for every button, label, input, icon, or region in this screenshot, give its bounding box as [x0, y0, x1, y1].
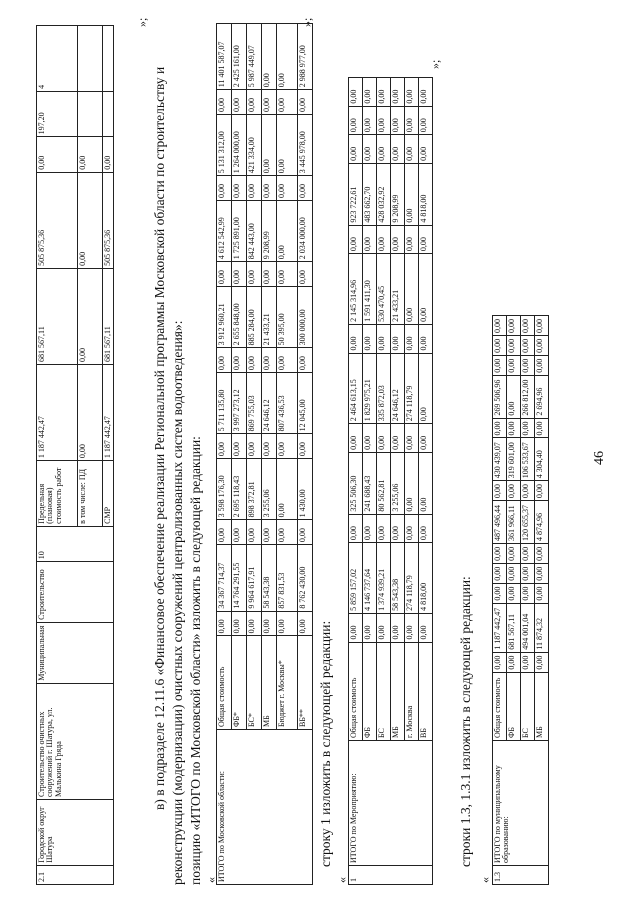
table-row: [493, 316, 507, 885]
table-cell: 0,00: [535, 336, 549, 356]
table-cell: 0,00: [298, 434, 313, 459]
table-cell: 0,00: [405, 324, 419, 353]
table-cell: ФБ: [363, 642, 377, 740]
table-cell: 0,00: [521, 563, 535, 583]
table-cell: 428 032,92: [377, 163, 391, 225]
table-cell: 120 655,37: [521, 501, 535, 544]
table-cell: 3 997 273,12: [232, 373, 247, 434]
table-cell: Общая стоимость: [217, 636, 232, 730]
cell-in-that: в том числе: ПД: [78, 461, 103, 527]
table-cell: 0,00: [232, 176, 247, 201]
table-cell: 0,00: [419, 135, 433, 164]
table-cell: 0,00: [232, 520, 247, 545]
table-cell: 5 711 135,80: [217, 373, 232, 434]
cell-smr: СМР: [103, 461, 114, 527]
table-cell: 0,00: [507, 375, 521, 418]
row-label: ИТОГО по Московской области:: [217, 730, 313, 885]
table-cell: 0,00: [277, 262, 298, 287]
quote-open-2: «: [335, 877, 349, 883]
quote-close-1: »;: [135, 17, 149, 27]
table-cell: 266 812,00: [521, 375, 535, 418]
table-cell: 0,00: [363, 225, 377, 254]
table-cell: 0,00: [277, 459, 298, 520]
table-cell: 1 264 000,00: [232, 115, 247, 176]
table-cell: 0,00: [377, 424, 391, 453]
table-cell: 3 255,06: [391, 452, 405, 514]
table-cell: 0,00: [521, 418, 535, 438]
cell-smr-4: 0,00: [103, 137, 114, 172]
table-cell: 0,00: [405, 613, 419, 642]
table-cell: Общая стоимость: [349, 642, 363, 740]
cell-v1: 1 187 442,47: [37, 364, 78, 460]
table-cell: 0,00: [419, 225, 433, 254]
table-cell: 0,00: [377, 324, 391, 353]
table-cell: 483 662,70: [363, 163, 377, 225]
table-cell: 430 439,07: [493, 438, 507, 481]
table-cell: 24 646,12: [262, 373, 277, 434]
table-cell: 0,00: [262, 24, 277, 90]
table-cell: 58 543,38: [391, 543, 405, 614]
table-cell: 0,00: [419, 324, 433, 353]
table-cell: 0,00: [232, 434, 247, 459]
table-cell: 8 762 430,00: [298, 545, 313, 611]
row-label: ИТОГО по Мероприятию:: [349, 741, 433, 866]
table-cell: 0,00: [277, 201, 298, 262]
table-cell: 0,00: [535, 652, 549, 672]
table-cell: 0,00: [349, 324, 363, 353]
table-cell: МБ: [391, 642, 405, 740]
table-cell: 2 694,96: [535, 375, 549, 418]
table-cell: 9 964 617,91: [247, 545, 262, 611]
quote-open-3: «: [478, 877, 492, 883]
table-cell: ВБ**: [298, 636, 313, 730]
cell-pd-3: 0,00: [78, 172, 103, 268]
table-cell: 4 818,00: [419, 543, 433, 614]
table-cell: 0,00: [493, 652, 507, 672]
table-cell: 0,00: [262, 520, 277, 545]
table-cell: 0,00: [349, 613, 363, 642]
table-cell: 0,00: [298, 611, 313, 636]
cell-cost-label: Предельная (плановая) стоимость работ: [37, 461, 78, 527]
table-cell: 3 912 960,21: [217, 287, 232, 348]
table-cell: 494 001,04: [521, 603, 535, 652]
table-cell: 1 430,00: [298, 459, 313, 520]
cell-v3: 505 875,36: [37, 172, 78, 268]
table-cell: 0,00: [298, 262, 313, 287]
cell-pd-4: 0,00: [78, 137, 103, 172]
table-cell: 0,00: [419, 353, 433, 424]
cell-v2: 681 567,11: [37, 268, 78, 364]
table-cell: 0,00: [247, 434, 262, 459]
table-cell: 1 591 411,30: [363, 254, 377, 325]
cell-client: Муниципальная: [37, 622, 114, 683]
table-cell: 857 831,53: [277, 545, 298, 611]
table-cell: 0,00: [507, 418, 521, 438]
table-cell: 0,00: [493, 336, 507, 356]
table-cell: 0,00: [247, 90, 262, 115]
table-cell: 12 045,00: [298, 373, 313, 434]
table-cell: 269 506,96: [493, 375, 507, 418]
cell-v6: 4: [37, 26, 78, 92]
page-number: 46: [592, 451, 607, 465]
table-cell: 0,00: [493, 355, 507, 375]
table-cell: 0,00: [262, 176, 277, 201]
table-cell: 0,00: [247, 611, 262, 636]
table-cell: 3 445 978,00: [298, 115, 313, 176]
table-cell: 0,00: [419, 514, 433, 543]
table-cell: 0,00: [419, 424, 433, 453]
table-cell: ВБ: [419, 642, 433, 740]
row-label: ИТОГО по муниципальному образованию:: [493, 741, 549, 866]
table-cell: 0,00: [277, 520, 298, 545]
table-cell: 0,00: [363, 424, 377, 453]
table-cell: 4 874,96: [535, 501, 549, 544]
table-cell: 0,00: [419, 452, 433, 514]
table-cell: 0,00: [377, 613, 391, 642]
cell-pd-1: 0,00: [78, 364, 103, 460]
table-cell: 0,00: [507, 544, 521, 564]
table-cell: 0,00: [363, 135, 377, 164]
table-cell: 0,00: [507, 481, 521, 501]
table-cell: 0,00: [217, 90, 232, 115]
table-cell: 0,00: [262, 262, 277, 287]
table-cell: 24 646,12: [391, 353, 405, 424]
table-cell: 530 470,45: [377, 254, 391, 325]
table-cell: 0,00: [419, 106, 433, 135]
table-cell: ФБ: [507, 672, 521, 740]
table-object-2-1: [36, 25, 114, 885]
table-cell: 0,00: [405, 135, 419, 164]
table-cell: Бюджет г. Москвы*: [277, 636, 298, 730]
table-cell: 3 598 176,30: [217, 459, 232, 520]
table-cell: 0,00: [521, 336, 535, 356]
cell-object: Строительство очистных сооружений г. Шатура, ул. Малькина Гряда: [37, 683, 114, 799]
table-cell: 2 425 161,00: [232, 24, 247, 90]
table-cell: 9 208,99: [262, 201, 277, 262]
table-cell: 80 562,81: [377, 452, 391, 514]
table-cell: 681 567,11: [507, 603, 521, 652]
table-cell: БС*: [247, 636, 262, 730]
table-cell: 0,00: [419, 78, 433, 107]
table-cell: 0,00: [535, 418, 549, 438]
table-cell: 0,00: [507, 563, 521, 583]
cell-v4: 0,00: [37, 137, 78, 172]
table-cell: 0,00: [247, 348, 262, 373]
table-cell: 0,00: [349, 106, 363, 135]
table-cell: 0,00: [262, 434, 277, 459]
table-cell: 0,00: [405, 424, 419, 453]
table-cell: БС: [377, 642, 391, 740]
table-cell: 0,00: [507, 355, 521, 375]
table-cell: 0,00: [349, 514, 363, 543]
quote-open-1: «: [204, 877, 218, 883]
table-cell: 0,00: [247, 520, 262, 545]
table-cell: ФБ*: [232, 636, 247, 730]
table-cell: 0,00: [232, 262, 247, 287]
table-cell: 274 118,79: [405, 543, 419, 614]
table-cell: 4 818,00: [419, 163, 433, 225]
quote-close-2: »;: [300, 17, 314, 27]
table-cell: 0,00: [493, 316, 507, 336]
table-cell: 5 131 312,00: [217, 115, 232, 176]
table-cell: 1 374 939,21: [377, 543, 391, 614]
table-cell: 2 655 848,00: [232, 287, 247, 348]
table-cell: 21 433,21: [391, 254, 405, 325]
paragraph-b: в) в подразделе 12.11.6 «Финансовое обеспечение реализации Региональной программы Московской области по строительству и: [152, 66, 167, 810]
cell-pd-2: 0,00: [78, 268, 103, 364]
table-cell: 0,00: [391, 78, 405, 107]
table-cell: 0,00: [277, 348, 298, 373]
table-cell: 0,00: [493, 418, 507, 438]
table-cell: 0,00: [277, 24, 298, 90]
table-cell: 0,00: [217, 262, 232, 287]
cell-num: 2.1: [37, 865, 114, 884]
quote-close-3: »;: [428, 59, 442, 69]
table-cell: 0,00: [277, 115, 298, 176]
table-cell: 1 187 442,47: [493, 603, 507, 652]
table-cell: 0,00: [217, 348, 232, 373]
table-cell: 421 334,00: [247, 115, 262, 176]
table-cell: 0,00: [377, 225, 391, 254]
table-cell: 0,00: [521, 583, 535, 603]
table-cell: 0,00: [405, 106, 419, 135]
table-cell: 0,00: [349, 424, 363, 453]
table-cell: 2 145 314,96: [349, 254, 363, 325]
table-cell: 14 764 291,55: [232, 545, 247, 611]
table-cell: 0,00: [535, 355, 549, 375]
table-cell: 325 506,30: [349, 452, 363, 514]
table-cell: 0,00: [363, 106, 377, 135]
table-cell: 0,00: [507, 316, 521, 336]
table-cell: 58 543,38: [262, 545, 277, 611]
table-cell: 0,00: [493, 544, 507, 564]
table-cell: 106 533,67: [521, 438, 535, 481]
table-cell: 2 988 977,00: [298, 24, 313, 90]
table-cell: 0,00: [377, 106, 391, 135]
table-cell: 0,00: [493, 563, 507, 583]
table-cell: 869 755,03: [247, 373, 262, 434]
table-cell: 0,00: [391, 424, 405, 453]
table-cell: 807 436,53: [277, 373, 298, 434]
table-cell: 1 725 891,00: [232, 201, 247, 262]
table-cell: 0,00: [349, 135, 363, 164]
table-moscow-region-total: [216, 23, 313, 885]
table-cell: 0,00: [232, 90, 247, 115]
table-cell: 0,00: [521, 544, 535, 564]
table-cell: 11 874,32: [535, 603, 549, 652]
table-cell: 0,00: [507, 336, 521, 356]
table-cell: 0,00: [217, 520, 232, 545]
table-cell: 0,00: [405, 225, 419, 254]
table-cell: 0,00: [217, 434, 232, 459]
table-cell: 842 443,00: [247, 201, 262, 262]
table-cell: 0,00: [521, 316, 535, 336]
table-cell: 0,00: [391, 106, 405, 135]
table-cell: 241 688,43: [363, 452, 377, 514]
table-cell: 0,00: [363, 613, 377, 642]
row-number: 1.3: [493, 866, 549, 885]
table-cell: 274 118,79: [405, 353, 419, 424]
table-cell: 885 284,00: [247, 287, 262, 348]
table-cell: 0,00: [349, 225, 363, 254]
table-cell: 0,00: [405, 452, 419, 514]
table-cell: 0,00: [247, 176, 262, 201]
table-cell: 0,00: [363, 514, 377, 543]
table-cell: 0,00: [507, 652, 521, 672]
table-cell: 335 872,03: [377, 353, 391, 424]
cell-district: Городской округ Шатура: [37, 800, 114, 866]
paragraph-b-2: реконструкции (модернизации) очистных сооружений централизованных систем водоотведения»:: [170, 320, 185, 885]
table-row-1-3: [492, 315, 549, 885]
table-cell: 0,00: [391, 613, 405, 642]
table-cell: 0,00: [277, 611, 298, 636]
table-cell: 0,00: [535, 316, 549, 336]
table-cell: 0,00: [521, 652, 535, 672]
paragraph-c: строку 1 изложить в следующей редакции:: [318, 620, 333, 867]
cell-power: 10: [37, 526, 114, 561]
table-row: [349, 78, 363, 885]
table-cell: 0,00: [363, 324, 377, 353]
table-cell: 319 601,00: [507, 438, 521, 481]
table-cell: 4 612 542,99: [217, 201, 232, 262]
table-cell: 0,00: [535, 583, 549, 603]
table-cell: г. Москва: [405, 642, 419, 740]
table-cell: 0,00: [262, 115, 277, 176]
table-cell: 0,00: [363, 78, 377, 107]
table-cell: 0,00: [535, 481, 549, 501]
table-cell: 0,00: [419, 613, 433, 642]
table-cell: 0,00: [507, 583, 521, 603]
table-cell: 4 146 737,64: [363, 543, 377, 614]
table-cell: 5 859 157,02: [349, 543, 363, 614]
cell-smr-3: 505 875,36: [103, 172, 114, 268]
table-cell: 2 695 118,43: [232, 459, 247, 520]
table-cell: 0,00: [262, 611, 277, 636]
table-cell: 34 367 714,37: [217, 545, 232, 611]
table-cell: 0,00: [493, 481, 507, 501]
table-cell: 3 255,06: [262, 459, 277, 520]
table-cell: МБ: [262, 636, 277, 730]
table-cell: 0,00: [349, 78, 363, 107]
table-cell: 11 401 587,07: [217, 24, 232, 90]
table-cell: 50 395,00: [277, 287, 298, 348]
table-cell: 0,00: [419, 254, 433, 325]
table-cell: 0,00: [535, 563, 549, 583]
table-cell: 2 034 000,00: [298, 201, 313, 262]
table-cell: 0,00: [493, 583, 507, 603]
table-cell: 0,00: [298, 176, 313, 201]
table-cell: МБ: [535, 672, 549, 740]
paragraph-b-3: позицию «ИТОГО по Московской области» изложить в следующей редакции:: [188, 436, 203, 885]
cell-smr-2: 681 567,11: [103, 268, 114, 364]
table-cell: 0,00: [298, 90, 313, 115]
table-cell: 0,00: [277, 90, 298, 115]
table-row-1: [348, 77, 433, 885]
table-cell: 0,00: [521, 481, 535, 501]
table-cell: 0,00: [298, 348, 313, 373]
table-cell: 0,00: [377, 135, 391, 164]
table-cell: 9 208,99: [391, 163, 405, 225]
table-cell: БС: [521, 672, 535, 740]
table-cell: 0,00: [391, 225, 405, 254]
table-cell: 0,00: [405, 78, 419, 107]
table-cell: 0,00: [298, 520, 313, 545]
table-cell: 0,00: [391, 135, 405, 164]
cell-smr-1: 1 187 442,47: [103, 364, 114, 460]
table-cell: 0,00: [405, 163, 419, 225]
table-cell: 21 433,21: [262, 287, 277, 348]
table-cell: 0,00: [391, 324, 405, 353]
table-cell: 0,00: [247, 262, 262, 287]
table-cell: 0,00: [377, 514, 391, 543]
table-cell: Общая стоимость: [493, 672, 507, 740]
table-cell: 361 966,11: [507, 501, 521, 544]
table-cell: 0,00: [391, 514, 405, 543]
table-cell: 0,00: [232, 348, 247, 373]
table-cell: 0,00: [232, 611, 247, 636]
cell-v5: 197,20: [37, 91, 78, 137]
table-cell: 0,00: [217, 611, 232, 636]
paragraph-d: строки 1.3, 1.3.1 изложить в следующей редакции:: [458, 576, 473, 867]
table-cell: 0,00: [405, 254, 419, 325]
cell-type: Строительство: [37, 562, 114, 623]
table-cell: 0,00: [262, 90, 277, 115]
table-cell: 5 987 449,07: [247, 24, 262, 90]
table-cell: 4 304,40: [535, 438, 549, 481]
table-cell: 487 496,44: [493, 501, 507, 544]
table-cell: 923 722,61: [349, 163, 363, 225]
table-cell: 2 464 613,15: [349, 353, 363, 424]
row-number: 1: [349, 866, 433, 885]
table-cell: 898 372,81: [247, 459, 262, 520]
table-cell: 0,00: [277, 434, 298, 459]
table-cell: 300 000,00: [298, 287, 313, 348]
table-cell: 0,00: [277, 176, 298, 201]
table-cell: 0,00: [405, 514, 419, 543]
table-cell: 0,00: [377, 78, 391, 107]
table-cell: 0,00: [262, 348, 277, 373]
table-cell: 0,00: [521, 355, 535, 375]
table-cell: 1 829 975,21: [363, 353, 377, 424]
table-row: [217, 24, 232, 885]
table-cell: 0,00: [535, 544, 549, 564]
table-cell: 0,00: [217, 176, 232, 201]
